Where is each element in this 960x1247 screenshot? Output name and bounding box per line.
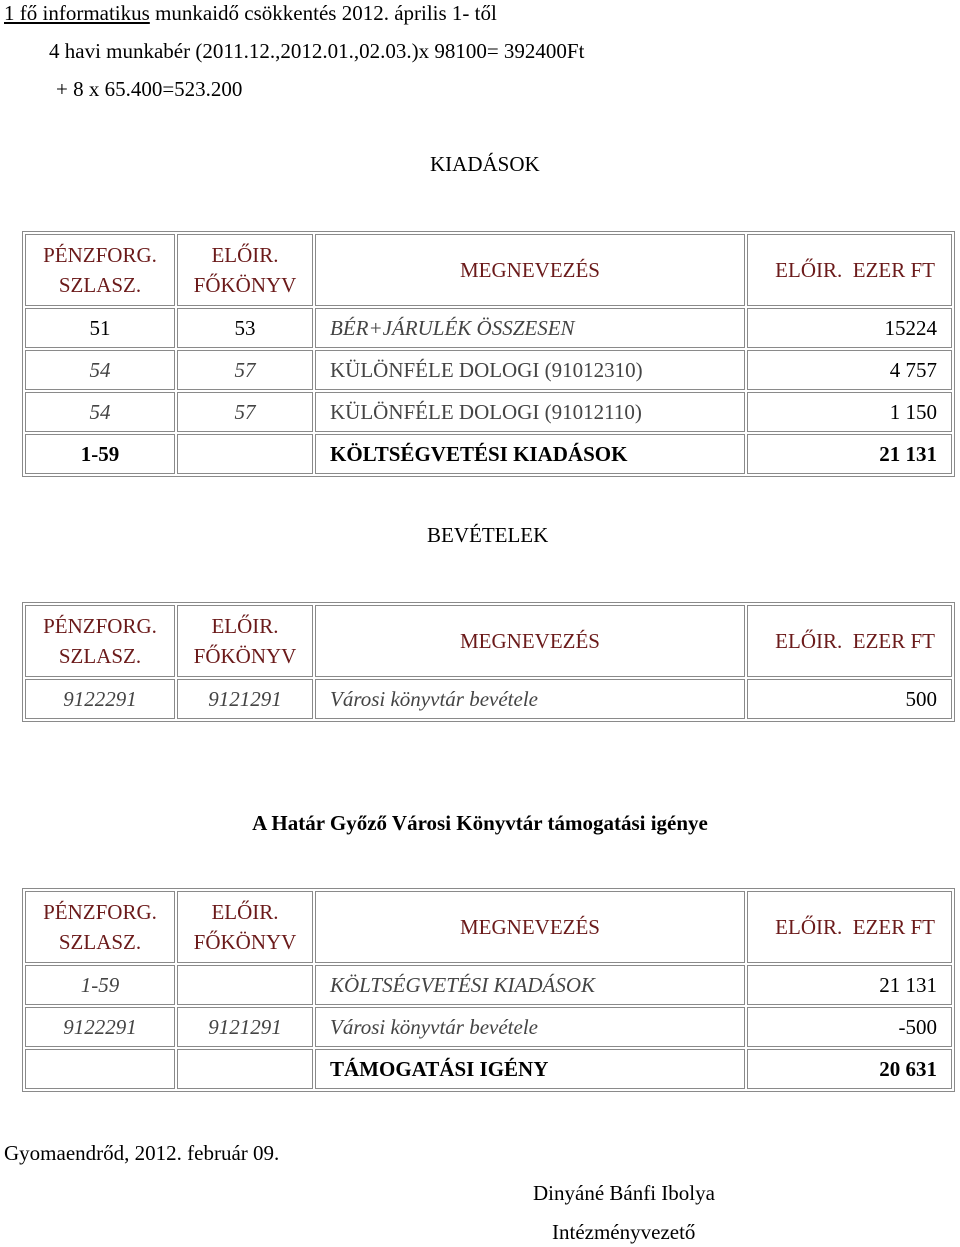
intro-line-1-text: munkaidő csökkentés 2012. április 1- től <box>149 1 497 25</box>
header-penzforg: PÉNZFORG. SZLASZ. <box>25 891 175 963</box>
intro-line-1 <box>4 3 497 24</box>
kiadasok-title: KIADÁSOK <box>430 152 540 176</box>
header-eloir-fokonyv: ELŐIR. FŐKÖNYV <box>177 234 313 306</box>
header-eloir-fokonyv: ELŐIR. FŐKÖNYV <box>177 605 313 677</box>
cell-penzforg: 51 <box>25 308 175 348</box>
header-megnevezes: MEGNEVEZÉS <box>315 605 745 677</box>
cell-penzforg: 1-59 <box>25 434 175 474</box>
cell-value: 4 757 <box>747 350 952 390</box>
header-penzforg: PÉNZFORG. SZLASZ. <box>25 234 175 306</box>
cell-value: 21 131 <box>747 434 952 474</box>
table-row <box>25 308 952 348</box>
bevetelek-table <box>22 602 955 722</box>
table-row <box>25 679 952 719</box>
header-eloir-ezer-ft: ELŐIR. EZER FT <box>747 234 952 306</box>
cell-megnevezes: TÁMOGATÁSI IGÉNY <box>315 1049 745 1089</box>
cell-fokonyv: 57 <box>177 350 313 390</box>
table-row <box>25 350 952 390</box>
cell-fokonyv: 57 <box>177 392 313 432</box>
tamogatas-header-row <box>25 891 952 963</box>
bevetelek-header-row <box>25 605 952 677</box>
table-row <box>25 1049 952 1089</box>
signer-role: Intézményvezető <box>552 1220 696 1244</box>
cell-megnevezes: Városi könyvtár bevétele <box>315 679 745 719</box>
informatikus-link[interactable]: 1 fő informatikus <box>4 1 150 25</box>
cell-megnevezes: Városi könyvtár bevétele <box>315 1007 745 1047</box>
header-penzforg: PÉNZFORG. SZLASZ. <box>25 605 175 677</box>
cell-penzforg: 54 <box>25 392 175 432</box>
header-megnevezes: MEGNEVEZÉS <box>315 891 745 963</box>
tamogatas-title: A Határ Győző Városi Könyvtár támogatási igénye <box>252 811 708 835</box>
cell-megnevezes: KÖLTSÉGVETÉSI KIADÁSOK <box>315 965 745 1005</box>
cell-penzforg: 54 <box>25 350 175 390</box>
cell-fokonyv <box>177 965 313 1005</box>
cell-megnevezes: KÜLÖNFÉLE DOLOGI (91012310) <box>315 350 745 390</box>
table-row <box>25 392 952 432</box>
kiadasok-header-row <box>25 234 952 306</box>
cell-value: 15224 <box>747 308 952 348</box>
header-eloir-ezer-ft: ELŐIR. EZER FT <box>747 605 952 677</box>
cell-fokonyv: 53 <box>177 308 313 348</box>
cell-value: -500 <box>747 1007 952 1047</box>
cell-megnevezes: BÉR+JÁRULÉK ÖSSZESEN <box>315 308 745 348</box>
table-row <box>25 434 952 474</box>
intro-line-2: 4 havi munkabér (2011.12.,2012.01.,02.03.)x 98100= 392400Ft <box>49 39 585 63</box>
cell-fokonyv <box>177 1049 313 1089</box>
kiadasok-table <box>22 231 955 477</box>
table-row <box>25 965 952 1005</box>
table-row <box>25 1007 952 1047</box>
cell-fokonyv <box>177 434 313 474</box>
cell-fokonyv: 9121291 <box>177 1007 313 1047</box>
tamogatas-table <box>22 888 955 1092</box>
cell-value: 500 <box>747 679 952 719</box>
cell-megnevezes: KÖLTSÉGVETÉSI KIADÁSOK <box>315 434 745 474</box>
cell-megnevezes: KÜLÖNFÉLE DOLOGI (91012110) <box>315 392 745 432</box>
cell-penzforg: 1-59 <box>25 965 175 1005</box>
header-eloir-ezer-ft: ELŐIR. EZER FT <box>747 891 952 963</box>
cell-penzforg: 9122291 <box>25 679 175 719</box>
cell-fokonyv: 9121291 <box>177 679 313 719</box>
cell-penzforg <box>25 1049 175 1089</box>
bevetelek-title: BEVÉTELEK <box>427 523 549 547</box>
cell-penzforg: 9122291 <box>25 1007 175 1047</box>
cell-value: 20 631 <box>747 1049 952 1089</box>
intro-line-3: + 8 x 65.400=523.200 <box>56 77 243 101</box>
place-date: Gyomaendrőd, 2012. február 09. <box>4 1141 280 1165</box>
header-megnevezes: MEGNEVEZÉS <box>315 234 745 306</box>
cell-value: 21 131 <box>747 965 952 1005</box>
cell-value: 1 150 <box>747 392 952 432</box>
signer-name: Dinyáné Bánfi Ibolya <box>533 1181 715 1205</box>
header-eloir-fokonyv: ELŐIR. FŐKÖNYV <box>177 891 313 963</box>
